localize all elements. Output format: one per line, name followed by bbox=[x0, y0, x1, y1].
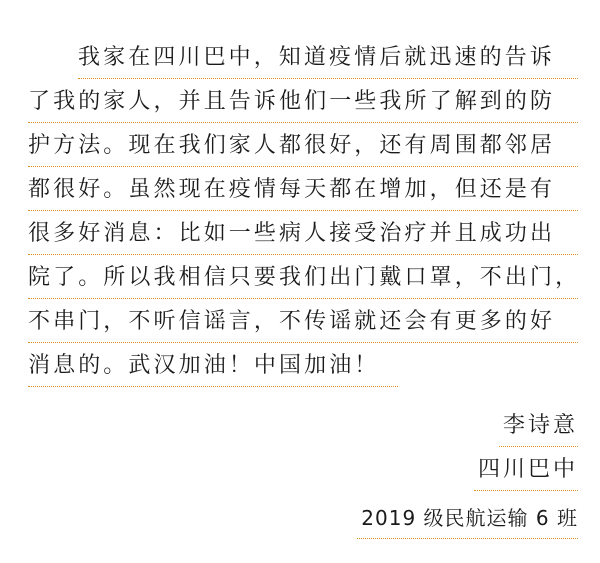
letter-line-5: 很多好消息：比如一些病人接受治疗并且成功出 bbox=[28, 214, 578, 255]
letter-line-8: 消息的。武汉加油！中国加油！ bbox=[28, 346, 398, 387]
signature-place: 四川巴中 bbox=[474, 450, 578, 491]
signature-name: 李诗意 bbox=[499, 406, 578, 447]
letter-line-3: 护方法。现在我们家人都很好，还有周围都邻居 bbox=[28, 126, 578, 167]
letter-line-6: 院了。所以我相信只要我们出门戴口罩，不出门， bbox=[28, 258, 578, 299]
signature-class: 2019 级民航运输 6 班 bbox=[357, 498, 578, 539]
letter-line-1: 我家在四川巴中，知道疫情后就迅速的告诉 bbox=[78, 38, 578, 79]
letter-line-2: 了我的家人，并且告诉他们一些我所了解到的防 bbox=[28, 82, 578, 123]
letter-line-7: 不串门，不听信谣言，不传谣就还会有更多的好 bbox=[28, 302, 578, 343]
letter-line-4: 都很好。虽然现在疫情每天都在增加，但还是有 bbox=[28, 170, 578, 211]
